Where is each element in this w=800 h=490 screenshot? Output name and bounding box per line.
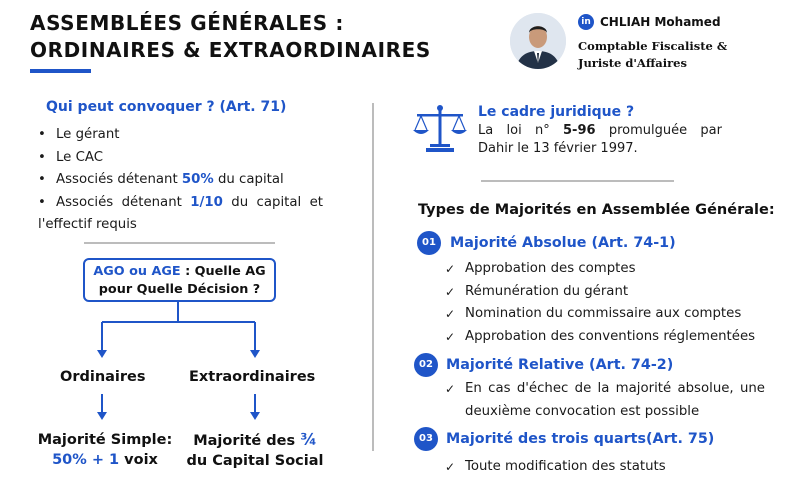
number-badge-02: 02 bbox=[414, 353, 438, 377]
column-divider bbox=[372, 103, 374, 451]
check-item: ✓ Toute modification des statuts bbox=[445, 456, 765, 479]
linkedin-icon[interactable]: in bbox=[578, 14, 594, 30]
scales-of-justice-icon bbox=[412, 104, 468, 154]
list-item-text: Associés détenant bbox=[56, 172, 182, 187]
author-name: CHLIAH Mohamed bbox=[600, 15, 721, 29]
majorite-absolue-list bbox=[445, 258, 765, 348]
cadre-text-post: promulguée par bbox=[595, 123, 722, 138]
majorite-relative-list bbox=[445, 378, 765, 423]
ago-age-question-line-2: pour Quelle Décision ? bbox=[98, 282, 261, 297]
list-item-text: Le CAC bbox=[56, 149, 104, 165]
number-badge-01: 01 bbox=[417, 231, 441, 255]
title-line-2: ORDINAIRES & EXTRAORDINAIRES bbox=[30, 38, 431, 62]
cadre-text bbox=[478, 122, 722, 157]
majorite-trois-quarts-fraction: ¾ bbox=[300, 430, 317, 449]
check-item: ✓ Nomination du commissaire aux comptes bbox=[445, 303, 765, 326]
author-role-line-2: Juriste d'Affaires bbox=[578, 56, 687, 70]
list-item-text: Associés détenant bbox=[56, 194, 191, 210]
ordinaires-label: Ordinaires bbox=[60, 369, 146, 385]
majorite-simple bbox=[30, 430, 180, 470]
avatar bbox=[510, 13, 566, 69]
extraordinaires-label: Extraordinaires bbox=[189, 369, 316, 385]
check-item: ✓ Rémunération du gérant bbox=[445, 281, 765, 304]
majorite-relative-title: Majorité Relative (Art. 74-2) bbox=[446, 357, 674, 373]
list-item-highlight: 50% bbox=[181, 172, 214, 187]
list-item-text: Le gérant bbox=[56, 127, 120, 142]
majorite-absolue-title: Majorité Absolue (Art. 74-1) bbox=[450, 235, 676, 251]
check-item-line-1: ✓ En cas d'échec de la majorité absolue, une bbox=[465, 381, 765, 396]
majorite-trois-quarts-text: Majorité des bbox=[193, 433, 301, 449]
title-line-1: ASSEMBLÉES GÉNÉRALES : bbox=[30, 11, 344, 35]
list-item-text: du capital bbox=[213, 172, 284, 187]
cadre-text-pre: La loi n° bbox=[478, 123, 564, 138]
check-item: ✓ Approbation des comptes bbox=[445, 258, 765, 281]
cadre-title: Le cadre juridique ? bbox=[478, 104, 635, 120]
check-item: ✓ Approbation des conventions réglementées bbox=[445, 326, 765, 349]
majorite-trois-quarts-line-2: du Capital Social bbox=[186, 453, 324, 469]
list-item-text: du capital et bbox=[222, 194, 324, 210]
convoquer-title: Qui peut convoquer ? (Art. 71) bbox=[46, 99, 287, 115]
majorite-trois-quarts-list bbox=[445, 456, 765, 479]
author-role bbox=[578, 38, 727, 72]
ago-age-question: : Quelle AG bbox=[180, 264, 266, 279]
cadre-law-number: 5-96 bbox=[563, 123, 596, 138]
flow-connectors bbox=[0, 0, 372, 490]
majorite-simple-value: 50% + 1 bbox=[52, 452, 120, 468]
cadre-text-line-2: Dahir le 13 février 1997. bbox=[478, 140, 638, 156]
types-title: Types de Majorités en Assemblée Générale: bbox=[418, 202, 775, 218]
list-item-highlight: 1/10 bbox=[190, 194, 223, 210]
author-role-line-1: Comptable Fiscaliste & bbox=[578, 39, 728, 53]
list-item-continuation: l'effectif requis bbox=[38, 217, 137, 232]
ago-age-label: AGO ou AGE bbox=[93, 264, 181, 279]
check-item bbox=[445, 378, 765, 423]
majorite-trois-quarts-title: Majorité des trois quarts(Art. 75) bbox=[446, 431, 715, 447]
majorite-simple-line-1: Majorité Simple: bbox=[37, 432, 173, 448]
check-item-line-2: deuxième convocation est possible bbox=[465, 403, 700, 419]
number-badge-03: 03 bbox=[414, 427, 438, 451]
majorite-simple-unit: voix bbox=[119, 452, 158, 468]
majorite-trois-quarts bbox=[180, 430, 330, 471]
right-separator bbox=[481, 180, 674, 182]
